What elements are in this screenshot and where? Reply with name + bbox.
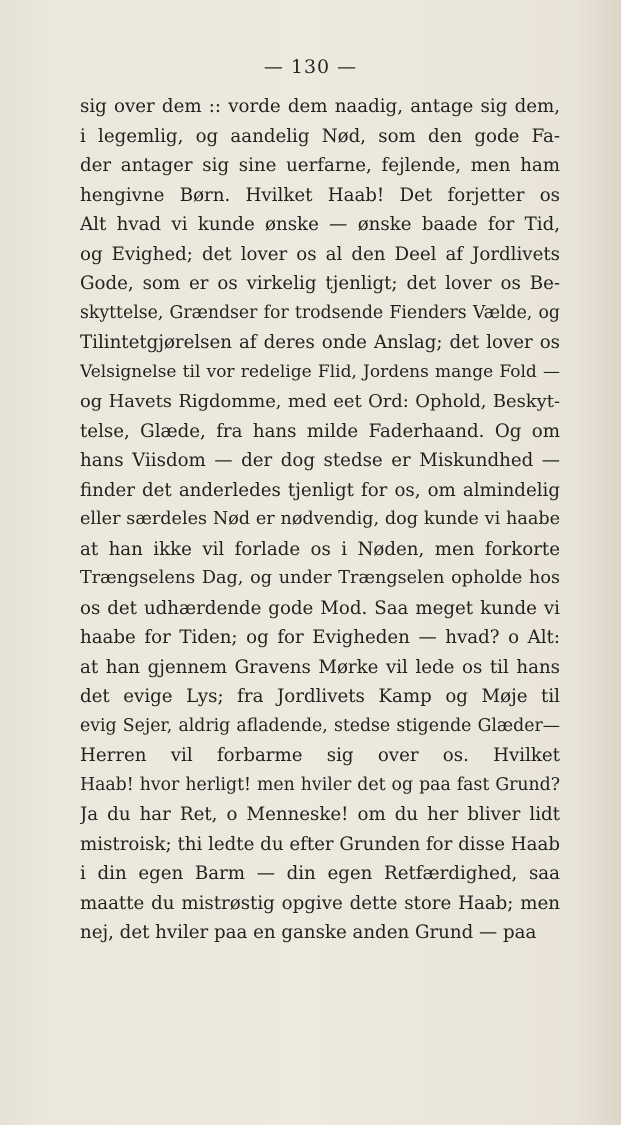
text-line: Tilintetgjørelsen af deres onde Anslag; det lover os [80,332,560,353]
text-line: evig Sejer, aldrig afladende, stedse stigende Glæder— [80,715,560,736]
text-line: det evige Lys; fra Jordlivets Kamp og Møje til [80,686,560,707]
text-line: Velsignelse til vor redelige Flid, Jordens mange Fold — [80,361,560,382]
text-line: skyttelse, Grændser for trodsende Fienders Vælde, og [80,302,560,323]
text-line: og Havets Rigdomme, med eet Ord: Ophold, Beskyt- [80,391,560,412]
text-line: sig over dem :: vorde dem naadig, antage sig dem, [80,96,560,117]
text-line: nej, det hviler paa en ganske anden Grund — paa [80,922,537,943]
text-line: telse, Glæde, fra hans milde Faderhaand. Og om [80,420,560,442]
text-line: maatte du mistrøstig opgive dette store Haab; men [80,892,560,914]
text-line: Gode, som er os virkelig tjenligt; det lover os Be- [80,273,560,294]
text-line: og Evighed; det lover os al den Deel af Jordlivets [80,243,560,265]
text-line: at han ikke vil forlade os i Nøden, men forkorte [80,538,560,560]
text-line: i legemlig, og aandelig Nød, som den gode Fa- [80,125,560,147]
text-line: mistroisk; thi ledte du efter Grunden for disse Haab [80,833,560,855]
text-line: haabe for Tiden; og for Evigheden — hvad? o Alt: [80,627,560,648]
text-line: Ja du har Ret, o Menneske! om du her bliver lidt [80,804,560,825]
text-line: hans Viisdom — der dog stedse er Miskundhed — [80,450,560,471]
text-line: finder det anderledes tjenligt for os, om almindelig [80,479,560,501]
text-line: Trængselens Dag, og under Trængselen opholde hos [80,568,560,588]
text-line: os det udhærdende gode Mod. Saa meget kunde vi [80,597,560,619]
text-line: Haab! hvor herligt! men hviler det og paa fast Grund? [80,774,560,795]
text-line: hengivne Børn. Hvilket Haab! Det forjetter os [80,184,560,206]
text-line: der antager sig sine uerfarne, fejlende, men ham [80,155,560,176]
text-line: Alt hvad vi kunde ønske — ønske baade for Tid, [80,214,560,235]
text-line: at han gjennem Gravens Mørke vil lede os til hans [80,656,560,678]
page-number: — 130 — [263,56,358,78]
text-line: Herren vil forbarme sig over os. Hvilket [80,745,560,766]
text-line: i din egen Barm — din egen Retfærdighed, saa [80,863,560,884]
page-text [80,92,560,948]
text-line: eller særdeles Nød er nødvendig, dog kunde vi haabe [80,509,560,529]
